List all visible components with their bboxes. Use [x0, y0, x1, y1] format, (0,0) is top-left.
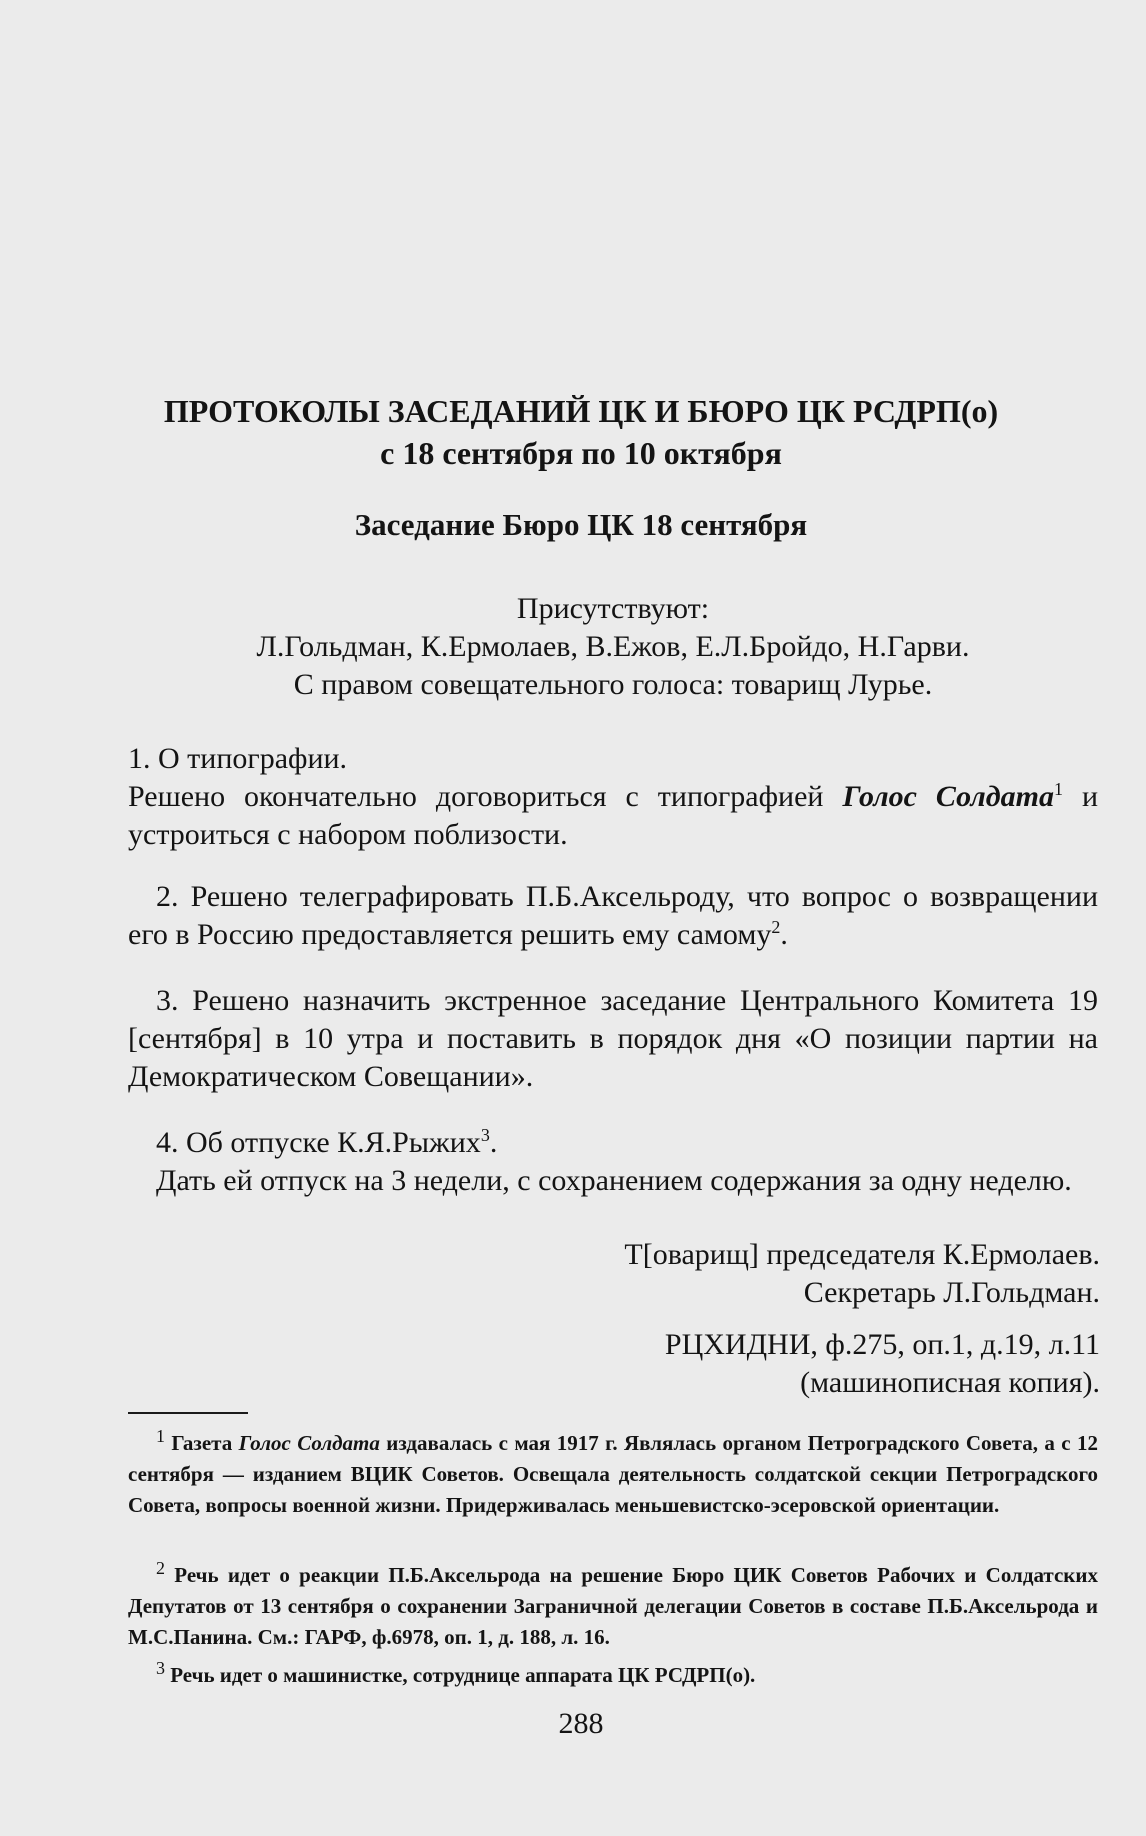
- item-1-text-a: Решено окончательно договориться с типографией: [128, 780, 824, 813]
- item-4-heading-end: .: [489, 1126, 498, 1159]
- footnote-1-newspaper: Голос Солдата: [238, 1431, 380, 1455]
- item-3-text: 3. Решено назначить экстренное заседание Центрального Комитета 19 [сентября] в 10 утра и поставить в порядок дня «О позиции партии на Демократическом Совещании».: [128, 984, 1098, 1093]
- item-1-text: [128, 778, 1098, 854]
- page-title: ПРОТОКОЛЫ ЗАСЕДАНИЙ ЦК И БЮРО ЦК РСДРП(о): [163, 393, 999, 429]
- page-subtitle: с 18 сентября по 10 октября: [380, 435, 782, 471]
- present-names: Л.Гольдман, К.Ермолаев, В.Ежов, Е.Л.Бройдо, Н.Гарви.: [256, 630, 970, 663]
- present-label: Присутствуют:: [516, 592, 710, 625]
- page-number: 288: [558, 1707, 604, 1740]
- footnote-ref-3: 3: [480, 1125, 490, 1145]
- agenda-item-2: [128, 878, 1098, 954]
- footnote-ref-2: 2: [771, 917, 781, 937]
- footnote-divider: [128, 1412, 248, 1414]
- footnote-2: [128, 1560, 1098, 1653]
- advisory-member: С правом совещательного голоса: товарищ Лурье.: [293, 668, 933, 701]
- archive-reference: РЦХИДНИ, ф.275, оп.1, д.19, л.11: [664, 1328, 1100, 1361]
- footnote-2-text: Речь идет о реакции П.Б.Аксельрода на решение Бюро ЦИК Советов Рабочих и Солдатских Депутатов от 13 сентября о сохранении Заграничной делегации Советов в составе П.Б.Аксельрода и М.С.Панина. См.: ГАРФ, ф.6978, оп. 1, д. 188, л. 16.: [128, 1563, 1099, 1649]
- footnote-2-number: 2: [156, 1558, 165, 1578]
- footnote-1: [128, 1428, 1098, 1521]
- copy-note: (машинописная копия).: [800, 1366, 1100, 1399]
- item-2-end: .: [780, 918, 788, 951]
- footnote-3-text: Речь идет о машинистке, сотруднице аппарата ЦК РСДРП(о).: [170, 1663, 756, 1687]
- footnote-1-text-b: издавалась с мая 1917 г. Являлась органом Петроградского Совета, а с 12 сентября — изданием ВЦИК Советов. Освещала деятельность солдатской секции Петроградского Совета, вопросы военной жизни. Придерживалась меньшевистско-эсеровской ориентации.: [128, 1431, 1098, 1517]
- footnote-3-number: 3: [156, 1658, 165, 1678]
- secretary-signature: Секретарь Л.Гольдман.: [803, 1276, 1100, 1309]
- footnote-1-text-a: Газета: [171, 1431, 233, 1455]
- footnote-1-number: 1: [156, 1426, 165, 1446]
- item-2-text: 2. Решено телеграфировать П.Б.Аксельроду, что вопрос о возвращении его в Россию предоставляется решить ему самому: [128, 880, 1098, 951]
- footnote-ref-1: 1: [1054, 779, 1063, 799]
- agenda-item-1: [128, 740, 1098, 854]
- item-1-text-b: и устроиться с набором поблизости.: [128, 780, 1099, 851]
- newspaper-title: Голос Солдата: [842, 780, 1054, 813]
- item-4-heading-text: 4. Об отпуске К.Я.Рыжих: [156, 1126, 481, 1159]
- attendance: [128, 590, 1098, 704]
- item-4-heading: [156, 1124, 1098, 1162]
- signatures: [128, 1236, 1100, 1402]
- agenda-item-3: [128, 982, 1098, 1096]
- item-4-text: Дать ей отпуск на 3 недели, с сохранением содержания за одну неделю.: [156, 1164, 1072, 1197]
- meeting-heading: Заседание Бюро ЦК 18 сентября: [354, 507, 808, 542]
- chair-signature: Т[оварищ] председателя К.Ермолаев.: [624, 1238, 1100, 1271]
- item-1-heading: 1. О типографии.: [128, 742, 348, 775]
- footnote-3: [128, 1660, 1098, 1691]
- agenda-item-4: [128, 1124, 1098, 1200]
